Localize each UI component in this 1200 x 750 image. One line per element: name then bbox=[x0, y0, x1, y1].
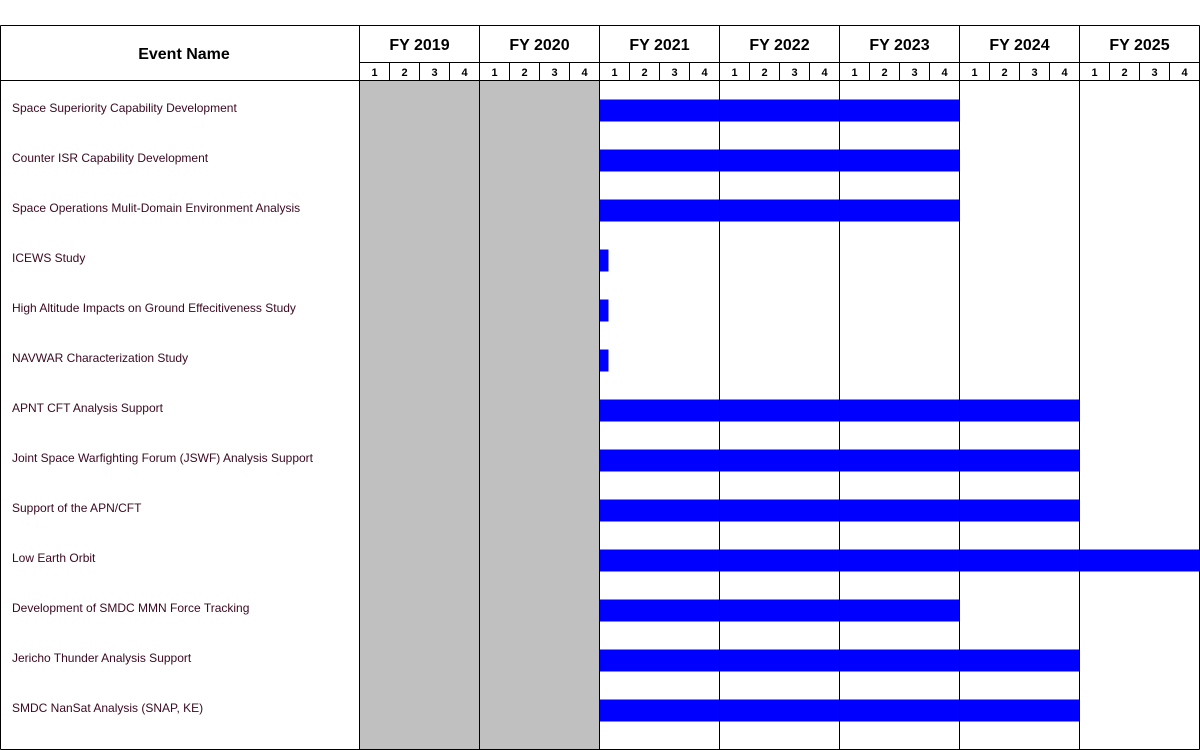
quarter-label: 2 bbox=[521, 67, 528, 79]
shaded-year-column bbox=[360, 81, 480, 750]
year-label: FY 2023 bbox=[869, 37, 930, 54]
year-label: FY 2020 bbox=[509, 37, 570, 54]
task-label: SMDC NanSat Analysis (SNAP, KE) bbox=[12, 701, 204, 715]
shaded-year-column bbox=[480, 81, 600, 750]
task-label: Support of the APN/CFT bbox=[12, 501, 142, 515]
quarter-label: 3 bbox=[1151, 67, 1158, 79]
task-bar bbox=[600, 550, 1200, 572]
quarter-label: 1 bbox=[611, 67, 618, 79]
quarter-label: 2 bbox=[1001, 67, 1008, 79]
task-label: Low Earth Orbit bbox=[12, 551, 96, 565]
task-bar bbox=[600, 350, 609, 372]
quarter-label: 4 bbox=[1181, 67, 1188, 79]
quarter-label: 4 bbox=[941, 67, 948, 79]
task-label: Space Operations Mulit-Domain Environment Analysis bbox=[12, 201, 301, 215]
task-bar bbox=[600, 300, 609, 322]
task-bar bbox=[600, 100, 960, 122]
quarter-label: 2 bbox=[401, 67, 408, 79]
quarter-label: 2 bbox=[1121, 67, 1128, 79]
quarter-label: 3 bbox=[1031, 67, 1038, 79]
quarter-label: 4 bbox=[581, 67, 588, 79]
quarter-label: 2 bbox=[761, 67, 768, 79]
event-name-header: Event Name bbox=[138, 46, 230, 63]
task-label: NAVWAR Characterization Study bbox=[12, 351, 189, 365]
task-label: APNT CFT Analysis Support bbox=[12, 401, 163, 415]
quarter-label: 4 bbox=[461, 67, 468, 79]
quarter-label: 1 bbox=[851, 67, 858, 79]
quarter-label: 4 bbox=[701, 67, 708, 79]
quarter-label: 2 bbox=[641, 67, 648, 79]
quarter-label: 1 bbox=[371, 67, 378, 79]
quarter-label: 1 bbox=[1091, 67, 1098, 79]
quarter-label: 3 bbox=[911, 67, 918, 79]
task-label: ICEWS Study bbox=[12, 251, 86, 265]
task-label: Counter ISR Capability Development bbox=[12, 151, 209, 165]
quarter-label: 4 bbox=[821, 67, 828, 79]
quarter-label: 3 bbox=[791, 67, 798, 79]
quarter-label: 3 bbox=[671, 67, 678, 79]
task-bar bbox=[600, 600, 960, 622]
task-bar bbox=[600, 200, 960, 222]
quarter-label: 4 bbox=[1061, 67, 1068, 79]
year-label: FY 2022 bbox=[749, 37, 810, 54]
task-label: Development of SMDC MMN Force Tracking bbox=[12, 601, 250, 615]
quarter-label: 1 bbox=[491, 67, 498, 79]
task-label: Jericho Thunder Analysis Support bbox=[12, 651, 192, 665]
year-label: FY 2025 bbox=[1109, 37, 1170, 54]
quarter-label: 3 bbox=[551, 67, 558, 79]
year-label: FY 2021 bbox=[629, 37, 690, 54]
task-bar bbox=[600, 250, 609, 272]
task-label: High Altitude Impacts on Ground Effecitiveness Study bbox=[12, 301, 296, 315]
task-bar bbox=[600, 150, 960, 172]
quarter-label: 3 bbox=[431, 67, 438, 79]
task-label: Space Superiority Capability Development bbox=[12, 101, 237, 115]
year-label: FY 2019 bbox=[389, 37, 450, 54]
task-bars bbox=[600, 100, 1200, 722]
quarter-label: 1 bbox=[971, 67, 978, 79]
task-label: Joint Space Warfighting Forum (JSWF) Analysis Support bbox=[12, 451, 313, 465]
quarter-label: 1 bbox=[731, 67, 738, 79]
quarter-label: 2 bbox=[881, 67, 888, 79]
grid-lines bbox=[1, 26, 1200, 750]
year-label: FY 2024 bbox=[989, 37, 1050, 54]
